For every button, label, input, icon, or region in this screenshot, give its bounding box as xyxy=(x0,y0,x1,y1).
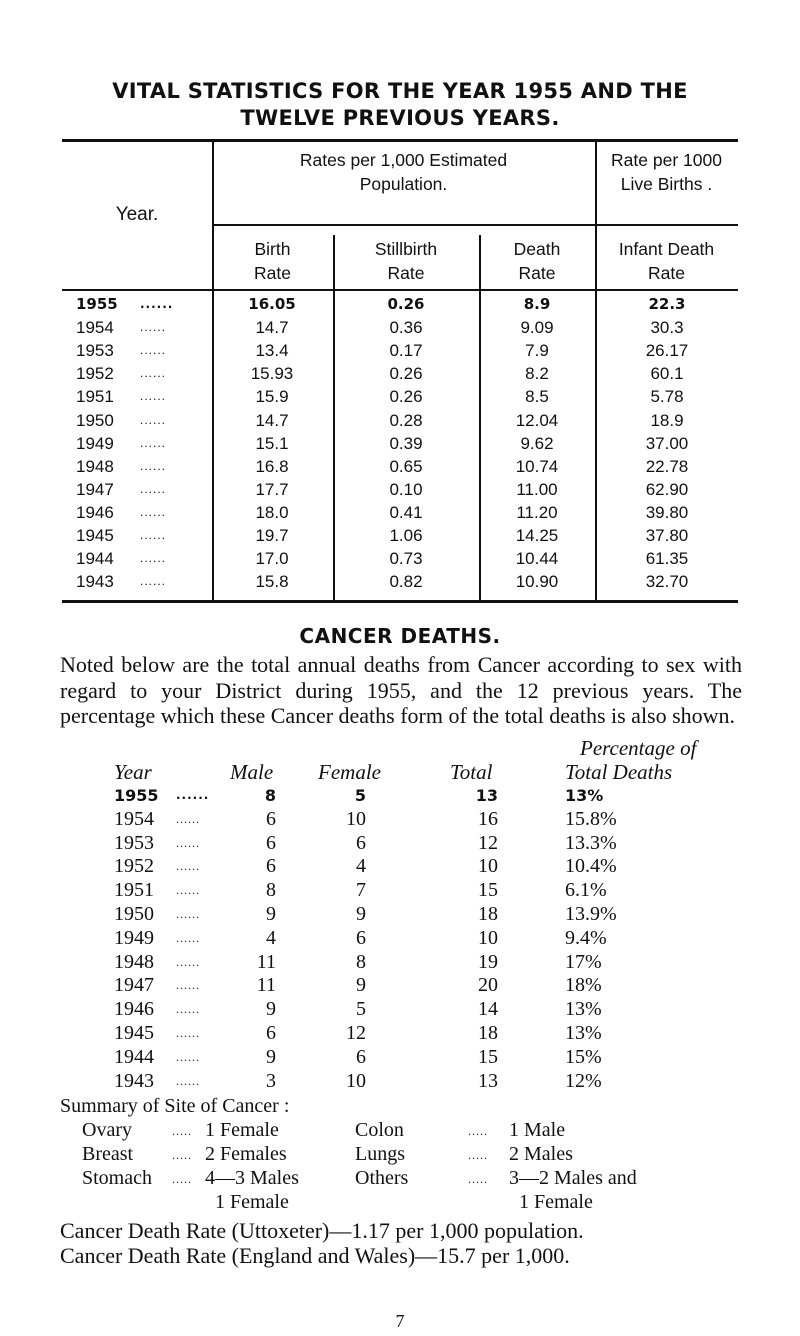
header-stillbirth-line-2: Rate xyxy=(387,263,425,283)
row-infant-death-rate: 37.80 xyxy=(645,526,689,545)
table-row xyxy=(0,808,800,832)
row-percentage: 15.8% xyxy=(565,807,617,830)
summary-colon-value: 1 Male xyxy=(509,1119,566,1141)
row-year: 1949 xyxy=(114,926,154,949)
summary-dots: ..... xyxy=(468,1148,488,1162)
row-infant-death-rate: 61.35 xyxy=(645,549,689,569)
row-death-rate: 14.25 xyxy=(515,526,559,545)
row-male: 11 xyxy=(256,974,276,997)
row-leader-dots: ...... xyxy=(176,978,200,993)
row-infant-death-rate: 22.3 xyxy=(648,295,686,313)
row-percentage: 13.9% xyxy=(565,903,617,925)
row-male: 6 xyxy=(266,1022,276,1044)
row-total: 19 xyxy=(478,950,498,973)
row-death-rate: 12.04 xyxy=(515,410,559,430)
row-year: 1945 xyxy=(76,526,114,545)
summary-others-value: 3—2 Males and xyxy=(509,1167,637,1189)
summary-dots: ..... xyxy=(172,1148,192,1162)
table-row xyxy=(0,974,800,998)
table-row xyxy=(62,410,738,432)
row-leader-dots: ...... xyxy=(176,883,200,898)
row-birth-rate: 19.7 xyxy=(255,526,289,545)
row-death-rate: 8.2 xyxy=(525,364,549,384)
row-female: 10 xyxy=(346,1069,366,1092)
row-birth-rate: 16.05 xyxy=(248,295,296,313)
row-stillbirth-rate: 0.17 xyxy=(389,341,423,361)
row-male: 11 xyxy=(256,950,276,973)
row-leader-dots: ...... xyxy=(140,551,167,566)
table-row xyxy=(62,433,738,455)
summary-stomach-value-2: 1 Female xyxy=(215,1191,289,1213)
summary-breast-value: 2 Females xyxy=(205,1143,287,1165)
summary-others-label: Others xyxy=(355,1167,409,1189)
row-birth-rate: 16.8 xyxy=(255,456,289,476)
row-total: 13 xyxy=(478,1069,498,1092)
table-row xyxy=(0,951,800,975)
summary-lungs-label: Lungs xyxy=(355,1143,405,1165)
header-percentage-line-2: Total Deaths xyxy=(565,760,673,784)
table-row xyxy=(62,525,738,547)
row-female: 9 xyxy=(356,903,366,925)
row-infant-death-rate: 32.70 xyxy=(645,572,689,592)
row-infant-death-rate: 30.3 xyxy=(650,318,684,338)
row-death-rate: 10.44 xyxy=(515,549,559,569)
row-year: 1947 xyxy=(114,974,154,997)
table-row xyxy=(62,317,738,339)
title-line-1: VITAL STATISTICS FOR THE YEAR 1955 AND THE xyxy=(112,79,688,103)
row-death-rate: 11.00 xyxy=(516,479,558,499)
row-stillbirth-rate: 0.10 xyxy=(389,479,423,499)
row-year: 1949 xyxy=(76,433,114,453)
row-death-rate: 8.9 xyxy=(523,295,551,313)
page-number: 7 xyxy=(395,1311,405,1331)
row-leader-dots: ...... xyxy=(140,574,167,589)
header-female: Female xyxy=(318,760,381,784)
summary-ovary-value: 1 Female xyxy=(205,1119,279,1141)
row-death-rate: 9.09 xyxy=(520,318,554,338)
row-stillbirth-rate: 0.36 xyxy=(389,318,423,338)
header-death-rate xyxy=(479,237,595,285)
row-female: 9 xyxy=(356,974,366,997)
row-percentage: 10.4% xyxy=(565,855,617,878)
row-leader-dots: ...... xyxy=(176,930,200,945)
page-title xyxy=(0,78,800,132)
row-birth-rate: 15.8 xyxy=(255,572,289,592)
table-row xyxy=(62,363,738,385)
table-row xyxy=(0,1070,800,1094)
table-row xyxy=(62,294,738,316)
row-year: 1954 xyxy=(114,807,154,830)
row-year: 1952 xyxy=(76,364,114,384)
row-total: 18 xyxy=(478,1022,498,1044)
row-infant-death-rate: 5.78 xyxy=(650,387,684,407)
table-row xyxy=(0,998,800,1022)
row-death-rate: 9.62 xyxy=(520,433,554,453)
table-row xyxy=(62,479,738,501)
header-stillbirth-line-1: Stillbirth xyxy=(374,239,438,259)
row-male: 6 xyxy=(266,807,276,830)
row-male: 8 xyxy=(264,786,276,805)
summary-dots: ..... xyxy=(468,1124,488,1138)
header-birth-line-1: Birth xyxy=(254,239,291,259)
row-birth-rate: 14.7 xyxy=(255,318,289,338)
row-female: 7 xyxy=(356,879,366,902)
row-year: 1953 xyxy=(76,341,114,361)
row-birth-rate: 15.9 xyxy=(255,387,289,407)
row-female: 6 xyxy=(356,1045,366,1068)
header-rates-line-2: Population. xyxy=(359,174,448,194)
row-female: 6 xyxy=(356,926,366,949)
row-total: 18 xyxy=(478,903,498,925)
row-total: 13 xyxy=(475,786,498,805)
row-stillbirth-rate: 0.26 xyxy=(389,364,423,384)
row-male: 4 xyxy=(266,926,276,949)
summary-breast-label: Breast xyxy=(82,1143,134,1165)
summary-others-value-2: 1 Female xyxy=(519,1191,593,1213)
row-percentage: 13% xyxy=(565,786,604,805)
row-leader-dots: ...... xyxy=(140,481,167,496)
table-row xyxy=(0,903,800,927)
row-leader-dots: ...... xyxy=(140,504,167,519)
row-infant-death-rate: 37.00 xyxy=(645,433,689,453)
row-leader-dots: ...... xyxy=(176,835,200,850)
row-total: 16 xyxy=(478,807,498,830)
group1-underline xyxy=(212,224,595,226)
row-male: 9 xyxy=(266,1045,276,1068)
row-year: 1951 xyxy=(76,387,114,407)
row-death-rate: 11.20 xyxy=(516,502,558,522)
table-row xyxy=(0,1022,800,1046)
row-birth-rate: 15.93 xyxy=(250,364,294,384)
row-birth-rate: 17.0 xyxy=(255,549,289,569)
table-row xyxy=(62,502,738,524)
row-leader-dots: ...... xyxy=(140,366,167,381)
table-row xyxy=(0,927,800,951)
group2-underline xyxy=(595,224,738,226)
header-stillbirth-rate xyxy=(333,237,479,285)
row-percentage: 9.4% xyxy=(565,926,607,949)
summary-dots: ..... xyxy=(172,1172,192,1186)
row-stillbirth-rate: 0.39 xyxy=(389,433,423,453)
header-infant-line-1: Infant Death xyxy=(618,239,715,259)
row-stillbirth-rate: 0.26 xyxy=(389,387,423,407)
row-stillbirth-rate: 0.73 xyxy=(389,549,423,569)
row-male: 8 xyxy=(266,879,276,902)
row-leader-dots: ...... xyxy=(176,1002,200,1017)
table-row xyxy=(0,855,800,879)
header-percentage-line-1: Percentage of xyxy=(580,736,697,760)
row-total: 14 xyxy=(478,998,498,1021)
row-percentage: 12% xyxy=(565,1069,602,1092)
row-stillbirth-rate: 0.82 xyxy=(389,572,423,592)
summary-dots: ..... xyxy=(468,1172,488,1186)
row-birth-rate: 17.7 xyxy=(255,479,289,499)
row-total: 20 xyxy=(478,974,498,997)
row-leader-dots: ...... xyxy=(140,412,167,427)
row-percentage: 17% xyxy=(565,950,602,973)
row-male: 9 xyxy=(266,998,276,1021)
row-stillbirth-rate: 0.65 xyxy=(389,456,423,476)
header-death-line-1: Death xyxy=(513,239,561,259)
row-year: 1943 xyxy=(76,572,114,592)
header-infant-death-rate xyxy=(595,237,738,285)
row-year: 1945 xyxy=(114,1022,154,1044)
row-infant-death-rate: 22.78 xyxy=(645,456,689,476)
row-birth-rate: 15.1 xyxy=(255,433,289,453)
cancer-paragraph: Noted below are the total annual deaths from Cancer according to sex with regard to your District during 1955, and the 12 previous years. The percentage which these Cancer deaths form of the total deaths is also shown. xyxy=(60,652,742,728)
row-leader-dots: ...... xyxy=(176,907,200,921)
row-birth-rate: 18.0 xyxy=(255,502,289,522)
row-infant-death-rate: 39.80 xyxy=(645,502,689,522)
table-row xyxy=(62,548,738,570)
summary-dots: ..... xyxy=(172,1124,192,1138)
row-leader-dots: ...... xyxy=(140,458,167,473)
table-top-rule xyxy=(62,139,738,142)
row-female: 4 xyxy=(356,855,366,878)
row-leader-dots: ...... xyxy=(140,528,167,542)
row-percentage: 15% xyxy=(565,1045,602,1068)
footer-england-wales-rate: Cancer Death Rate (England and Wales)—15.7 per 1,000. xyxy=(60,1243,570,1268)
row-female: 6 xyxy=(356,831,366,854)
row-year: 1954 xyxy=(76,318,114,338)
row-year: 1944 xyxy=(76,549,114,569)
row-leader-dots: ...... xyxy=(176,788,210,802)
row-birth-rate: 14.7 xyxy=(255,410,289,430)
row-infant-death-rate: 26.17 xyxy=(645,341,689,361)
row-total: 10 xyxy=(478,926,498,949)
table-row xyxy=(0,832,800,856)
row-female: 5 xyxy=(354,786,366,805)
header-death-line-2: Rate xyxy=(518,263,556,283)
row-total: 15 xyxy=(478,879,498,902)
row-year: 1951 xyxy=(114,879,154,902)
row-leader-dots: ...... xyxy=(176,1073,200,1088)
row-female: 8 xyxy=(356,950,366,973)
row-female: 10 xyxy=(346,807,366,830)
table-row xyxy=(62,456,738,478)
summary-heading: Summary of Site of Cancer : xyxy=(60,1095,290,1117)
row-leader-dots: ...... xyxy=(140,297,174,311)
row-year: 1947 xyxy=(76,479,114,499)
row-male: 3 xyxy=(266,1069,276,1092)
row-leader-dots: ...... xyxy=(176,1026,200,1040)
row-death-rate: 10.74 xyxy=(515,456,559,476)
header-live-births-line-1: Rate per 1000 xyxy=(611,150,722,170)
row-total: 10 xyxy=(478,855,498,878)
row-percentage: 13% xyxy=(565,1022,602,1044)
row-year: 1946 xyxy=(114,998,154,1021)
header-total: Total xyxy=(450,760,493,784)
row-leader-dots: ...... xyxy=(140,435,167,450)
table-row xyxy=(0,784,800,808)
row-year: 1953 xyxy=(114,831,154,854)
row-male: 9 xyxy=(266,903,276,925)
row-total: 15 xyxy=(478,1045,498,1068)
row-year: 1943 xyxy=(114,1069,154,1092)
header-year: Year. xyxy=(115,204,159,225)
row-year: 1955 xyxy=(76,295,118,313)
row-infant-death-rate: 18.9 xyxy=(650,410,684,430)
row-leader-dots: ...... xyxy=(176,859,200,874)
header-birth-rate xyxy=(212,237,333,285)
row-female: 12 xyxy=(346,1022,366,1044)
row-year: 1950 xyxy=(76,410,114,430)
header-rates-line-1: Rates per 1,000 Estimated xyxy=(299,150,508,170)
summary-stomach-label: Stomach xyxy=(82,1167,152,1189)
row-year: 1948 xyxy=(76,456,114,476)
row-percentage: 13.3% xyxy=(565,831,617,854)
summary-colon-label: Colon xyxy=(355,1119,404,1141)
row-death-rate: 8.5 xyxy=(525,387,549,407)
row-leader-dots: ...... xyxy=(176,811,200,826)
row-year: 1946 xyxy=(76,502,114,522)
row-percentage: 6.1% xyxy=(565,879,607,902)
table-header-rule xyxy=(62,289,738,291)
vital-statistics-table xyxy=(62,139,738,609)
table-row xyxy=(0,879,800,903)
row-leader-dots: ...... xyxy=(176,1049,200,1064)
row-leader-dots: ...... xyxy=(176,954,200,969)
header-male: Male xyxy=(230,760,274,784)
row-percentage: 18% xyxy=(565,974,602,997)
table-row xyxy=(62,571,738,593)
summary-lungs-value: 2 Males xyxy=(509,1143,573,1165)
row-year: 1955 xyxy=(114,786,159,805)
row-year: 1952 xyxy=(114,855,154,878)
row-stillbirth-rate: 0.26 xyxy=(387,295,425,313)
row-female: 5 xyxy=(356,998,366,1021)
row-leader-dots: ...... xyxy=(140,320,167,335)
summary-stomach-value: 4—3 Males xyxy=(205,1167,299,1189)
row-male: 6 xyxy=(266,855,276,878)
header-rates-population xyxy=(212,148,595,196)
row-year: 1948 xyxy=(114,950,154,973)
row-infant-death-rate: 60.1 xyxy=(650,364,684,384)
row-death-rate: 10.90 xyxy=(515,572,559,592)
table-bottom-rule xyxy=(62,600,738,603)
table-row xyxy=(62,340,738,362)
row-infant-death-rate: 62.90 xyxy=(645,479,689,499)
row-percentage: 13% xyxy=(565,998,602,1021)
table-row xyxy=(0,1046,800,1070)
row-stillbirth-rate: 0.41 xyxy=(389,502,423,522)
table-row xyxy=(62,386,738,408)
header-live-births-line-2: Live Births . xyxy=(620,174,713,194)
row-stillbirth-rate: 0.28 xyxy=(389,410,423,430)
summary-ovary-label: Ovary xyxy=(82,1119,132,1141)
row-year: 1950 xyxy=(114,903,154,925)
row-death-rate: 7.9 xyxy=(525,341,549,361)
title-line-2: TWELVE PREVIOUS YEARS. xyxy=(240,106,560,130)
row-leader-dots: ...... xyxy=(140,389,167,404)
row-birth-rate: 13.4 xyxy=(255,341,289,361)
footer-uttoxeter-rate: Cancer Death Rate (Uttoxeter)—1.17 per 1,000 population. xyxy=(60,1218,584,1243)
row-leader-dots: ...... xyxy=(140,343,167,358)
header-birth-line-2: Rate xyxy=(254,263,291,283)
row-male: 6 xyxy=(266,831,276,854)
row-total: 12 xyxy=(478,831,498,854)
row-stillbirth-rate: 1.06 xyxy=(389,526,423,545)
cancer-deaths-title: CANCER DEATHS. xyxy=(299,624,501,648)
row-year: 1944 xyxy=(114,1045,154,1068)
header-infant-line-2: Rate xyxy=(648,263,685,283)
header-cancer-year: Year xyxy=(114,760,152,784)
header-rate-live-births xyxy=(595,148,738,196)
